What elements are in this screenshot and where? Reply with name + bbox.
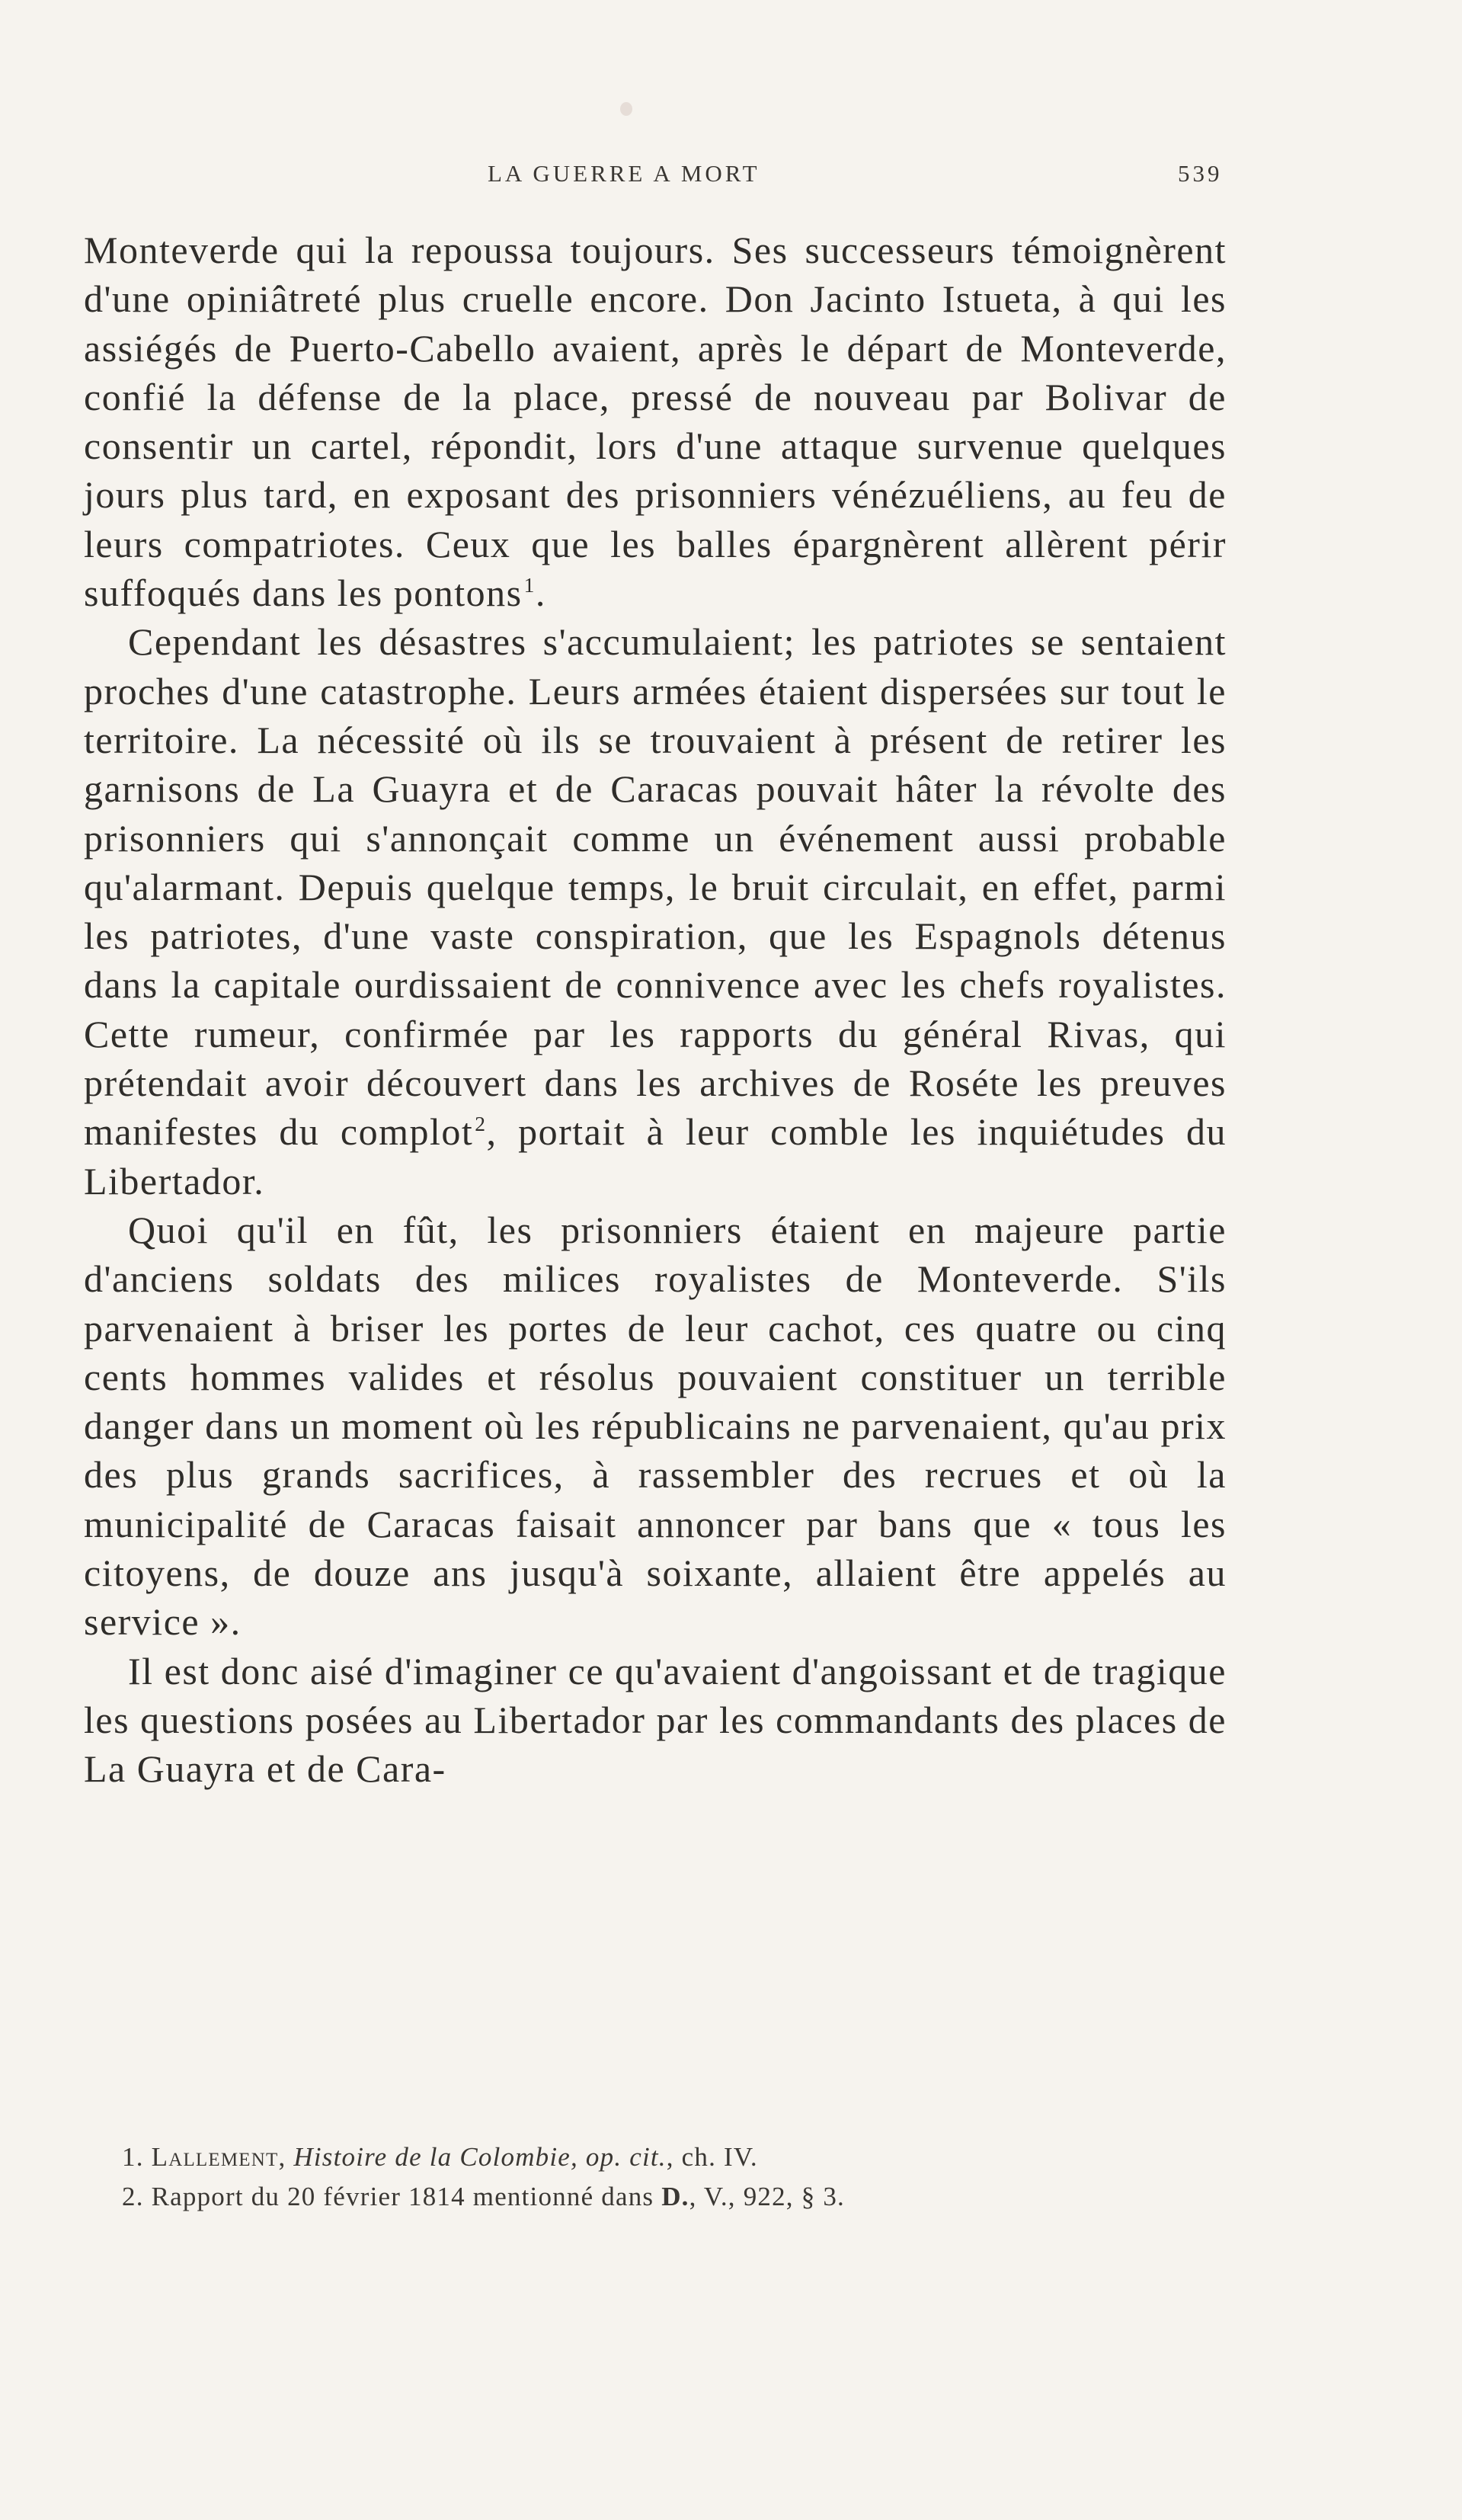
footnote — [122, 2177, 1204, 2217]
paragraph-text: Monteverde qui la repoussa toujours. Ses successeurs témoignèrent d'une opiniâtreté plus cruelle encore. Don Jacinto Istueta, à qui les assiégés de Puerto-Cabello avaient, après le départ de Monteverde, confié la défense de la place, pressé de nouveau par Bolivar de consentir un cartel, répondit, lors d'une attaque survenue quelques jours plus tard, en exposant des prisonniers vénézuéliens, au feu de leurs compatriotes. Ceux que les balles épargnèrent allèrent périr suffoqués dans les pontons — [84, 229, 1227, 615]
paragraph-text-end: . — [535, 572, 546, 615]
footnote-reference: 2 — [475, 1112, 487, 1136]
paper-mark — [620, 102, 632, 116]
paragraph-text-end: , portait à leur comble les inquiétudes du Libertador. — [84, 1110, 1227, 1202]
running-title: LA GUERRE A MORT — [488, 160, 760, 187]
footnote — [122, 2137, 1204, 2177]
paragraph — [84, 226, 1227, 617]
paragraph-text: Quoi qu'il en fût, les prisonniers étaient en majeure partie d'anciens soldats des milices royalistes de Monteverde. S'ils parvenaient à briser les portes de leur cachot, ces quatre ou cinq cents hommes valides et résolus pouvaient constituer un terrible danger dans un moment où les républicains ne parvenaient, qu'au prix des plus grands sacrifices, à rassembler des recrues et où la municipalité de Caracas faisait annoncer par bans que « tous les citoyens, de douze ans jusqu'à soixante, allaient être appelés au service ». — [84, 1208, 1227, 1644]
footnote-work-title: Histoire de la Colombie, op. cit. — [293, 2142, 667, 2172]
paragraph-text: Il est donc aisé d'imaginer ce qu'avaient d'angoissant et de tragique les questions posées au Libertador par les commandants des places de La Guayra et de Cara- — [84, 1649, 1227, 1791]
footnote-author: Lallement — [151, 2142, 279, 2172]
footnote-rest: , ch. IV. — [666, 2142, 758, 2172]
body-text — [84, 226, 1227, 1794]
footnotes — [122, 2137, 1204, 2217]
paragraph — [84, 1647, 1227, 1794]
footnote-source: D. — [661, 2182, 689, 2211]
footnote-text: Rapport du 20 février 1814 mentionné dans — [151, 2182, 654, 2211]
paragraph-text: Cependant les désastres s'accumulaient; les patriotes se sentaient proches d'une catastrophe. Leurs armées étaient dispersées sur tout le territoire. La nécessité où ils se trouvaient à présent de retirer les garnisons de La Guayra et de Caracas pouvait hâter la révolte des prisonniers qui s'annonçait comme un événement aussi probable qu'alarmant. Depuis quelque temps, le bruit circulait, en effet, parmi les patriotes, d'une vaste conspiration, que les Espagnols détenus dans la capitale ourdissaient de connivence avec les chefs royalistes. Cette rumeur, confirmée par les rapports du général Rivas, qui prétendait avoir découvert dans les archives de Roséte les preuves manifestes du complot — [84, 620, 1227, 1154]
footnote-rest: , V., 922, § 3. — [689, 2182, 846, 2211]
page-number: 539 — [1178, 160, 1223, 187]
paragraph — [84, 1206, 1227, 1647]
paragraph — [84, 617, 1227, 1206]
footnote-number: 1. — [122, 2142, 144, 2172]
footnote-separator: , — [278, 2142, 286, 2172]
footnote-number: 2. — [122, 2182, 144, 2211]
footnote-reference: 1 — [523, 573, 536, 597]
running-header — [0, 160, 1462, 198]
